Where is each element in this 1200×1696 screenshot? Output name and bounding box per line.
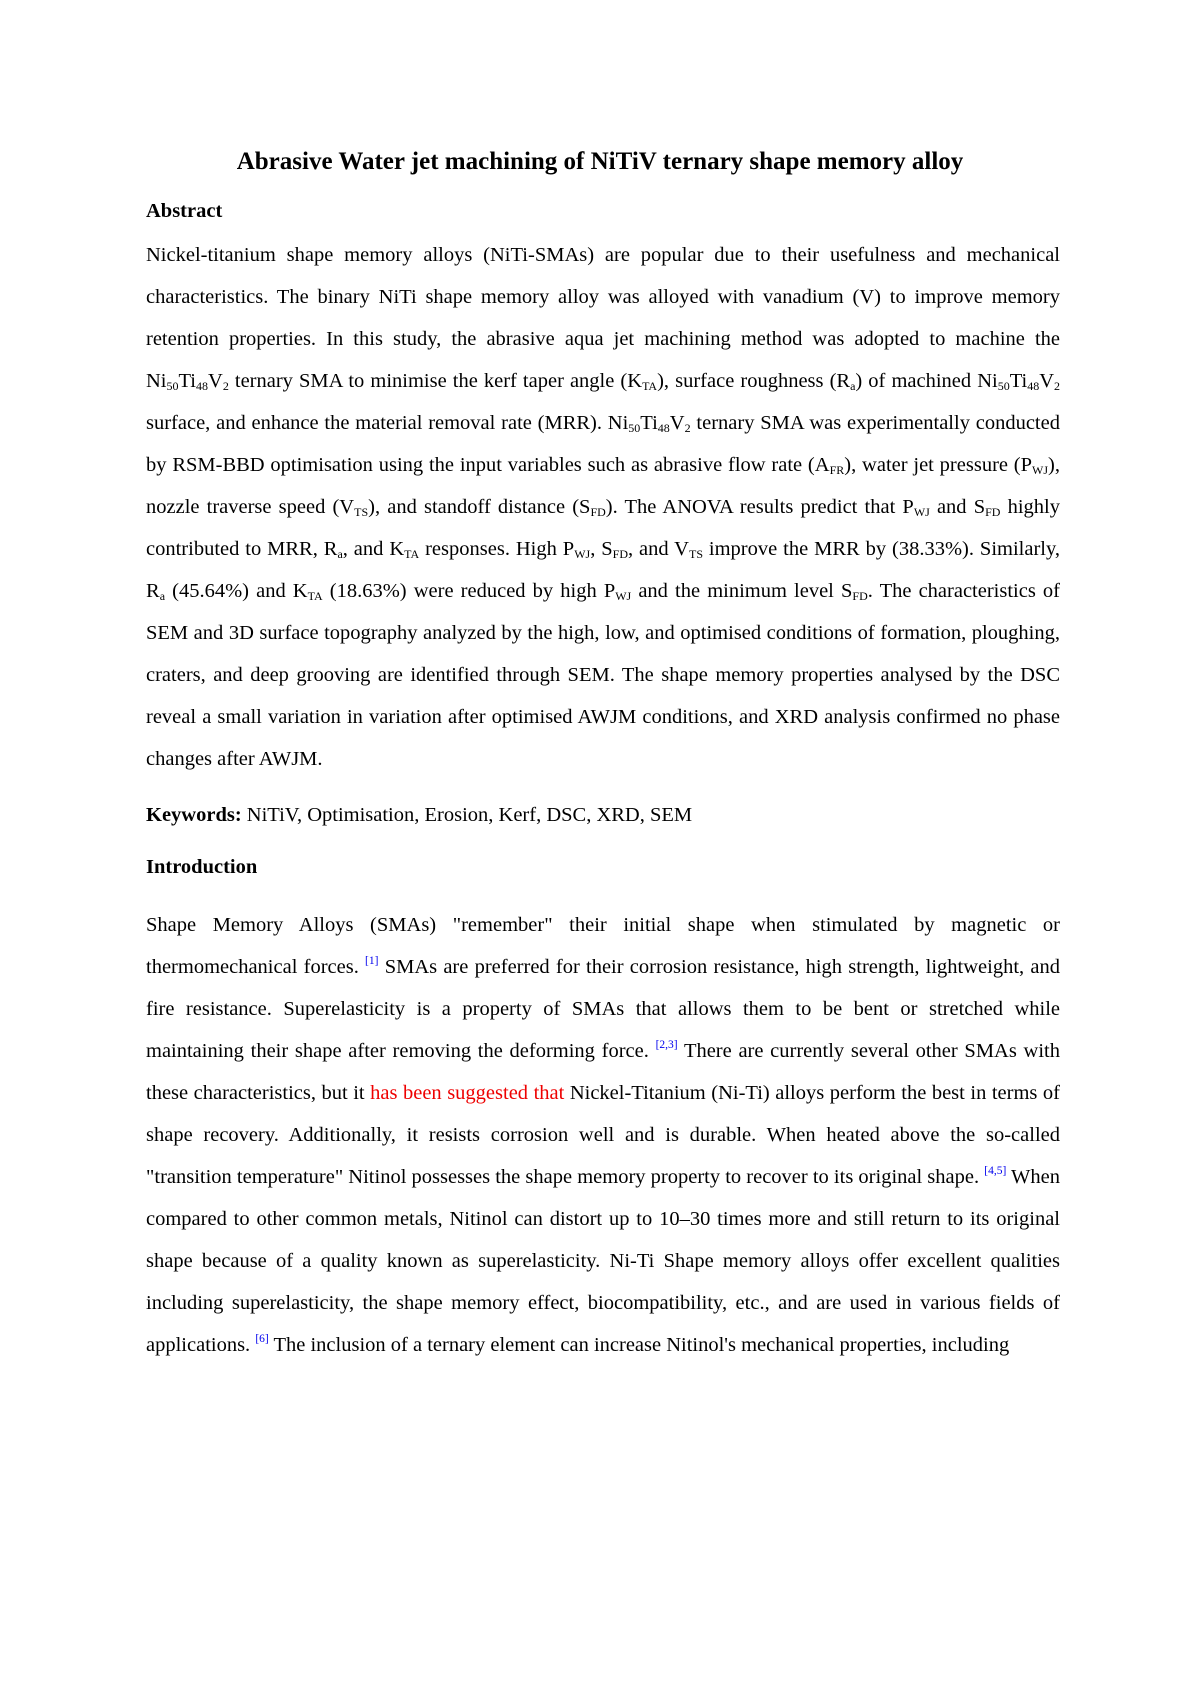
introduction-paragraph: Shape Memory Alloys (SMAs) "remember" their initial shape when stimulated by magnetic or thermomechanical forces. [1] SMAs are preferred for their corrosion resistance, high strength, lightweight, and fire resistance. Superelasticity is a property of SMAs that allows them to be bent or stretched while maintaining their shape after removing the deforming force. [2,3] There are currently several other SMAs with these characteristics, but it has been suggested that Nickel-Titanium (Ni-Ti) alloys perform the best in terms of shape recovery. Additionally, it resists corrosion well and is durable. When heated above the so-called "transition temperature" Nitinol possesses the shape memory property to recover to its original shape. [4,5] When compared to other common metals, Nitinol can distort up to 10–30 times more and still return to its original shape because of a quality known as superelasticity. Ni-Ti Shape memory alloys offer excellent qualities including superelasticity, the shape memory effect, biocompatibility, etc., and are used in various fields of applications. [6] The inclusion of a ternary element can increase Nitinol's mechanical properties, including [146, 914, 1060, 1356]
introduction-heading: Introduction [146, 856, 258, 878]
citation-link[interactable]: [1] [365, 955, 379, 967]
citation-link[interactable]: [2,3] [655, 1039, 678, 1051]
keywords-list: NiTiV, Optimisation, Erosion, Kerf, DSC, XRD, SEM [241, 804, 693, 826]
abstract-heading: Abstract [146, 200, 223, 222]
highlighted-text: has been suggested that [370, 1082, 565, 1104]
citation-link[interactable]: [4,5] [984, 1165, 1007, 1177]
citation-link[interactable]: [6] [255, 1333, 269, 1345]
document-body [146, 196, 1060, 1366]
paper-title: Abrasive Water jet machining of NiTiV ternary shape memory alloy [236, 148, 964, 175]
keywords-line [146, 794, 1060, 836]
abstract-paragraph: Nickel-titanium shape memory alloys (NiTi-SMAs) are popular due to their usefulness and mechanical characteristics. The binary NiTi shape memory alloy was alloyed with vanadium (V) to improve memory retention properties. In this study, the abrasive aqua jet machining method was adopted to machine the $Ni_{50}Ti_{48}V_2$ ternary SMA to minimise the kerf taper angle $(K_{TA})$, surface roughness $(R_a)$ of machined $Ni_{50}Ti_{48}V_2$ surface, and enhance the material removal rate (MRR). $Ni_{50}Ti_{48}V_2$ ternary SMA was experimentally conducted by RSM-BBD optimisation using the input variables such as abrasive flow rate $(A_{FR})$, water jet pressure $(P_{WJ})$, nozzle traverse speed $(V_{TS})$, and standoff distance $(S_{FD})$. The ANOVA results predict that $P_{WJ}$ and $S_{FD}$ highly contributed to MRR, $R_a$, and $K_{TA}$ responses. High $P_{WJ}$, $S_{FD}$, and $V_{TS}$ improve the MRR by (38.33%). Similarly, $R_a$ (45.64%) and $K_{TA}$ (18.63%) were reduced by high $P_{WJ}$ and the minimum level $S_{FD}$. The characteristics of SEM and 3D surface topography analyzed by the high, low, and optimised conditions of formation, ploughing, craters, and deep grooving are identified through SEM. The shape memory properties analysed by the DSC reveal a small variation in variation after optimised AWJM conditions, and XRD analysis confirmed no phase changes after AWJM. [146, 244, 1061, 770]
keywords-label: Keywords: [146, 804, 242, 826]
